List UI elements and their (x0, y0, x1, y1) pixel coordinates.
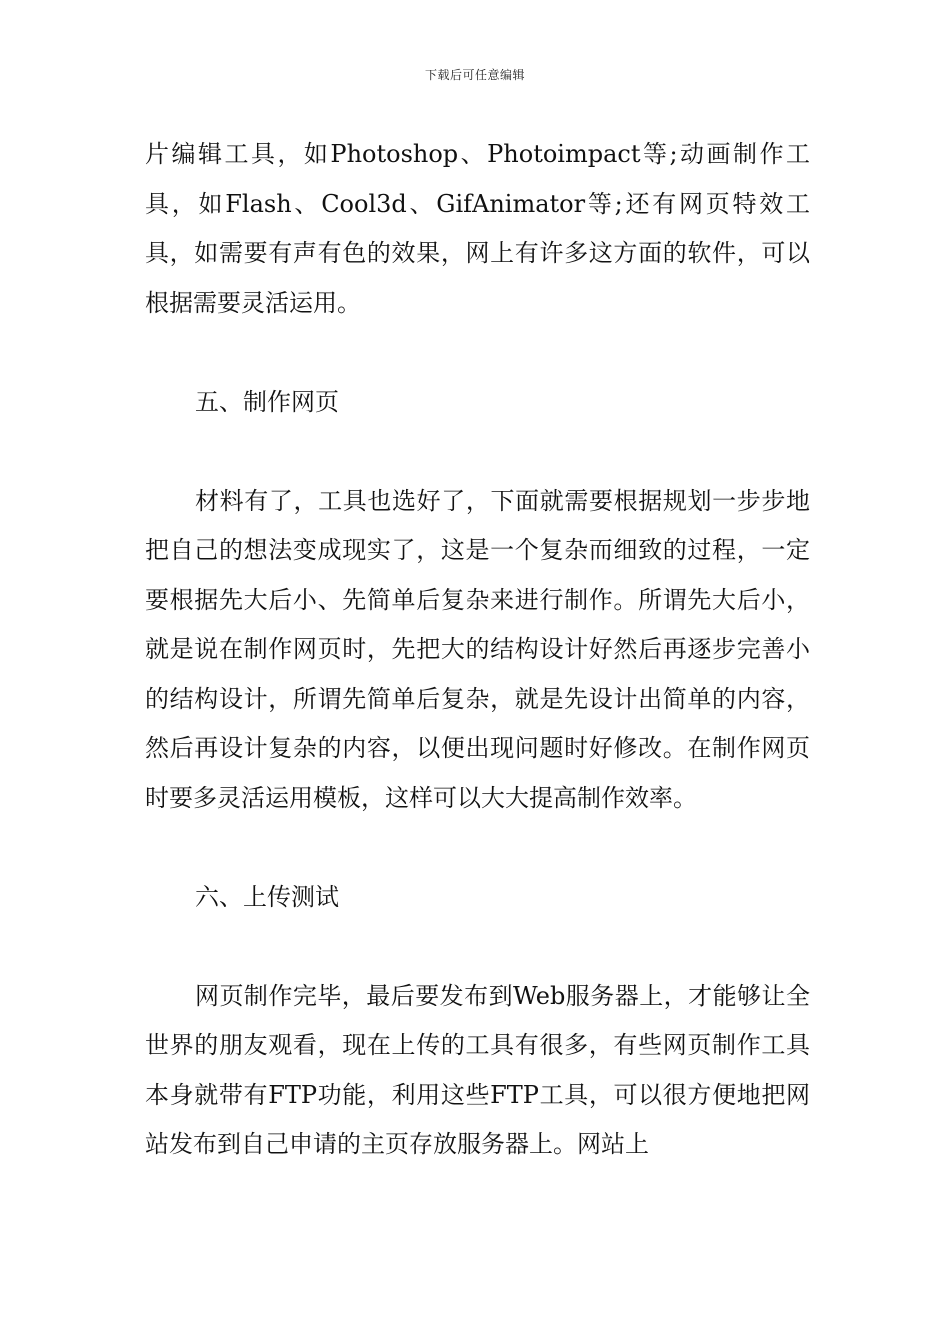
document-body (145, 130, 810, 1170)
paragraph-gap (145, 328, 810, 378)
page-header-note: 下载后可任意编辑 (424, 68, 525, 82)
paragraph-gap (145, 427, 810, 477)
section-heading-6: 六、上传测试 (195, 882, 339, 911)
paragraph-gap (145, 823, 810, 873)
paragraph-continued: 片编辑工具，如Photoshop、Photoimpact等;动画制作工具，如Flash、Cool3d、GifAnimator等;还有网页特效工具，如需要有声有色的效果，网上有许多这方面的软件，可以根据需要灵活运用。 (145, 140, 810, 317)
paragraph-section-6: 网页制作完毕，最后要发布到Web服务器上，才能够让全世界的朋友观看，现在上传的工具有很多，有些网页制作工具本身就带有FTP功能，利用这些FTP工具，可以很方便地把网站发布到自己申请的主页存放服务器上。网站上 (145, 981, 810, 1158)
section-heading-5: 五、制作网页 (195, 387, 339, 416)
paragraph-section-5: 材料有了，工具也选好了，下面就需要根据规划一步步地把自己的想法变成现实了，这是一个复杂而细致的过程，一定要根据先大后小、先简单后复杂来进行制作。所谓先大后小，就是说在制作网页时，先把大的结构设计好然后再逐步完善小的结构设计，所谓先简单后复杂，就是先设计出简单的内容，然后再设计复杂的内容，以便出现问题时好修改。在制作网页时要多灵活运用模板，这样可以大大提高制作效率。 (145, 486, 810, 812)
paragraph-gap (145, 922, 810, 972)
